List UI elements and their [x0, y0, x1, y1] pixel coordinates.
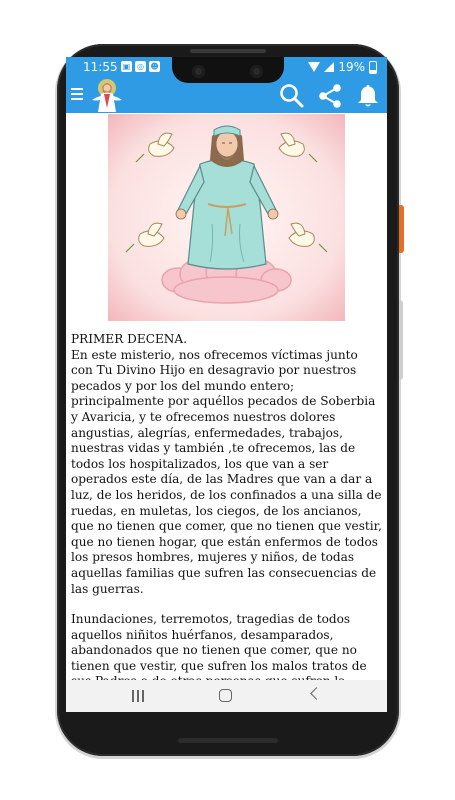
face-icon: ☻	[150, 62, 159, 71]
home-icon[interactable]	[219, 689, 232, 702]
paragraph-1: En este misterio, nos ofrecemos víctimas junto con Tu Divino Hijo en desagravio por nuestros pecados y por los del mundo entero; principalmente por aquéllos pecados de Soberbia y Avaricia, y te ofrecemos nuestros dolores angustias, alegrías, enfermedades, trabajos, nuestras vidas y también ,te ofrecemos, las de todos los hospitalizados, los que van a ser operados este día, de las Madres que van a dar a luz, de los heridos, de los confinados a una silla de ruedas, en muletas, los ciegos, de los ancianos, que no tienen que comer, que no tienen que vestir, que no tienen hogar, que están enfermos de todos los presos hombres, mujeres y niños, de todas aquellas familias que sufren las consecuencias de las guerras.	[71, 347, 382, 596]
front-camera-right	[250, 65, 263, 78]
share-icon[interactable]	[317, 83, 343, 109]
search-icon[interactable]	[279, 83, 305, 109]
notification-icons	[121, 61, 160, 72]
volume-button	[399, 300, 403, 380]
system-nav-bar	[66, 680, 387, 712]
speaker	[178, 738, 278, 743]
screen	[66, 57, 387, 712]
back-icon[interactable]	[310, 687, 323, 700]
main-content	[66, 113, 387, 680]
camera-notch	[172, 57, 284, 83]
wifi-icon	[308, 62, 320, 72]
gallery-icon: ▣	[122, 62, 131, 71]
status-time: 11:55	[83, 60, 118, 74]
notifications-icon[interactable]	[356, 83, 380, 109]
recents-icon[interactable]	[132, 690, 144, 702]
jesus-illustration	[108, 114, 345, 321]
rosary-text	[71, 332, 383, 705]
battery-icon	[369, 61, 377, 74]
status-right	[308, 60, 377, 74]
jesus-logo-icon[interactable]	[88, 78, 126, 112]
front-camera-left	[192, 65, 205, 78]
earpiece	[190, 49, 266, 53]
power-button	[399, 205, 404, 253]
battery-percent: 19%	[338, 60, 365, 74]
signal-icon	[324, 62, 334, 72]
app-icon: ◎	[135, 61, 146, 72]
paragraph-2: Inundaciones, terremotos, tragedias de todos aquellos niñitos huérfanos, desamparados, abandonados que no tienen que comer, que no tienen que vestir, que sufren los malos tratos de	[71, 612, 367, 673]
menu-icon[interactable]	[71, 88, 83, 102]
status-bar	[66, 57, 387, 77]
decade-heading: PRIMER DECENA.	[71, 332, 187, 346]
